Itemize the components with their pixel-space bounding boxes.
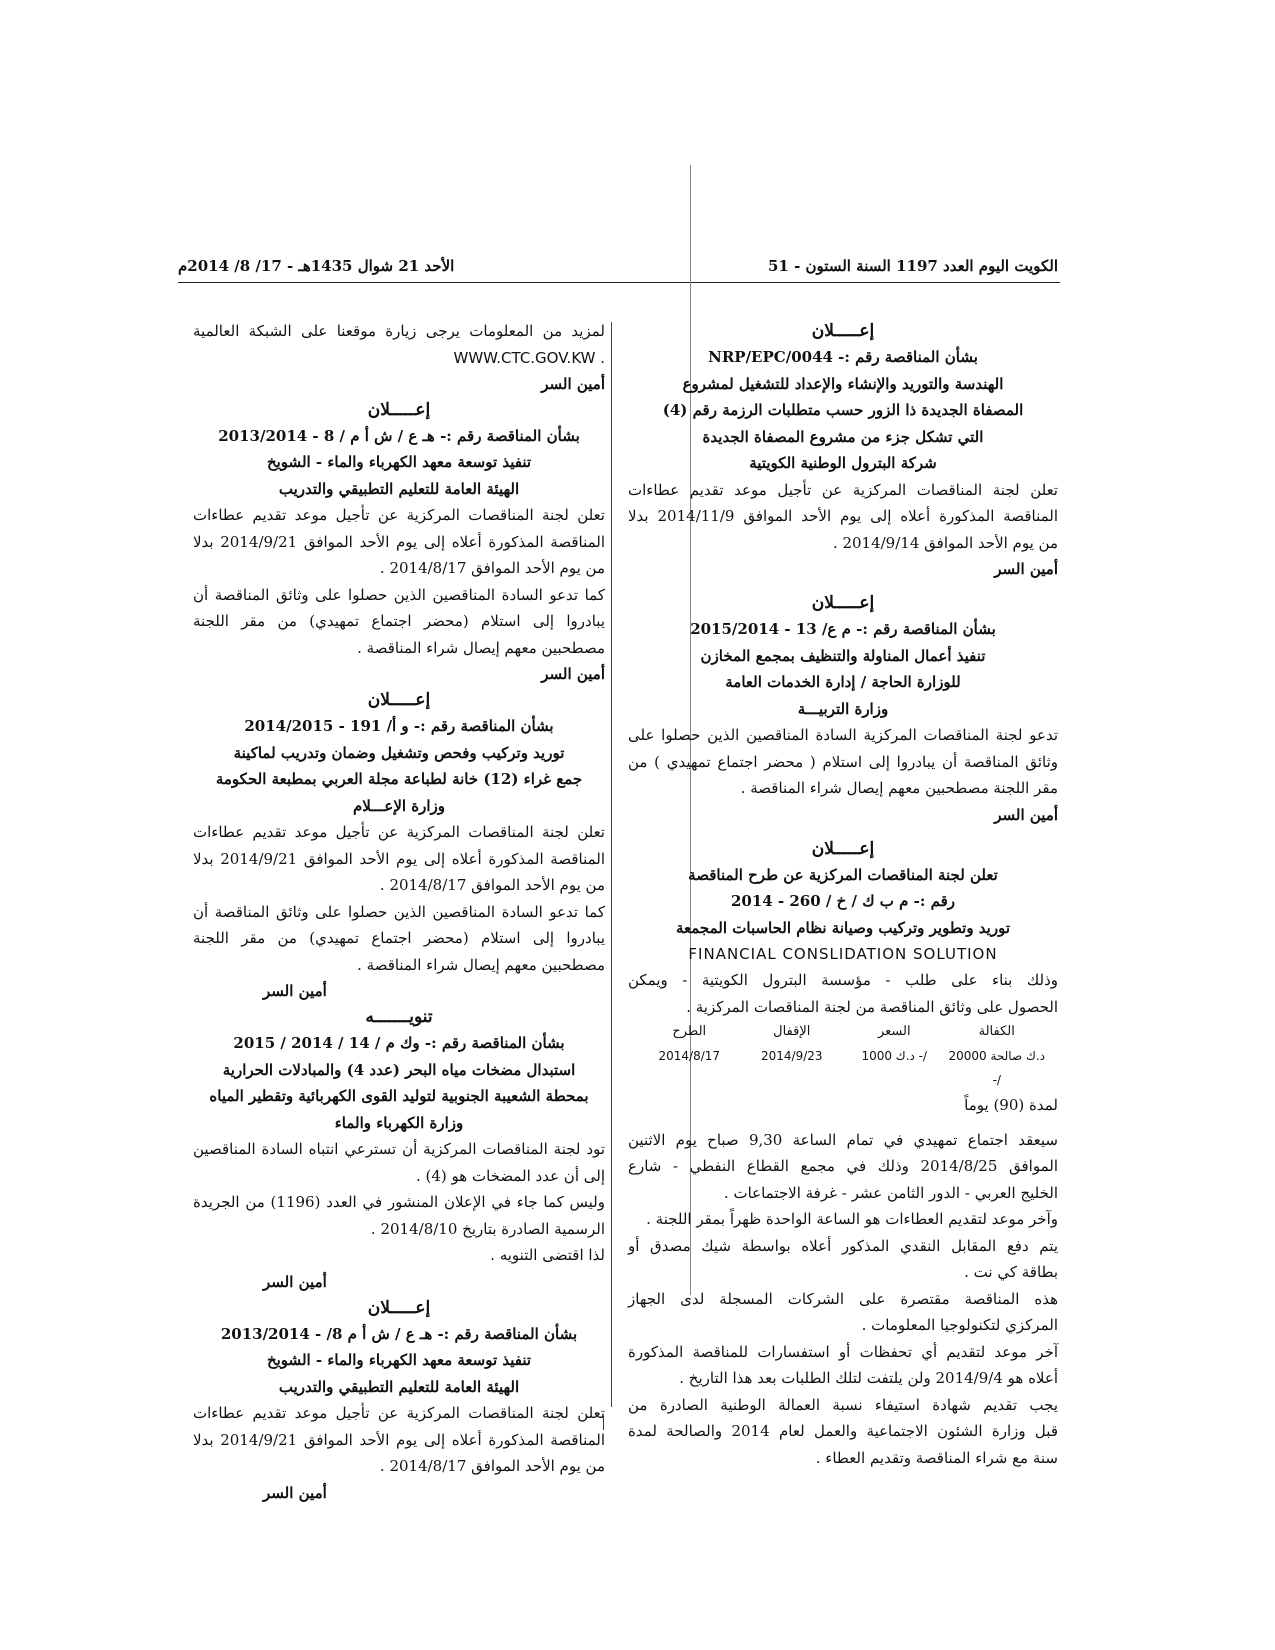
body-text: أعلاه هو 2014/9/4 ولن يلتفت لتلك الطلبات بعد هذا التاريخ . (679, 1369, 1058, 1387)
guarantee-validity: لمدة (90) يوماً (964, 1096, 1058, 1114)
announcement-title: إعـــــلان (367, 399, 431, 420)
tender-description: للوزارة الحاجة / إدارة الخدمات العامة (725, 673, 961, 691)
tender-entity: شركة البترول الوطنية الكويتية (749, 454, 937, 472)
page-header (178, 253, 1058, 281)
tender-entity: وزارة التربيـــة (797, 699, 889, 718)
body-text: وآخر موعد لتقديم العطاءات هو الساعة الواحدة ظهراً بمقر اللجنة . (646, 1210, 1058, 1228)
body-text: هذه المناقصة مقتصرة على الشركات المسجلة لدى الجهاز (628, 1289, 1058, 1308)
tender-description: بمحطة الشعيبة الجنوبية لتوليد القوى الكهربائية وتقطير المياه (209, 1087, 589, 1105)
body-text: لمزيد من المعلومات يرجى زيارة موقعنا على الشبكة العالمية (193, 322, 605, 340)
body-text: آخر موعد لتقديم أي تحفظات أو استفسارات للمناقصة المذكورة (628, 1342, 1058, 1361)
body-text: من يوم الأحد الموافق 2014/8/17 . (379, 876, 605, 894)
table-header-cell: الإقفال (773, 1024, 811, 1039)
body-text: المركزي لتكنولوجيا المعلومات . (861, 1316, 1058, 1334)
body-text: تدعو لجنة المناقصات المركزية السادة المناقصين الذين حصلوا على (628, 726, 1058, 744)
tender-description: توريد وتطوير وتركيب وصيانة نظام الحاسبات المجمعة (675, 918, 1010, 937)
body-text: الرسمية الصادرة بتاريخ 2014/8/10 . (370, 1219, 605, 1238)
signature: أمين السر (994, 805, 1058, 824)
body-text: يجب تقديم شهادة استيفاء نسبة العمالة الوطنية الصادرة من (628, 1395, 1058, 1414)
tender-subject: تعلن لجنة المناقصات المركزية عن طرح المناقصة (688, 865, 998, 884)
table-cell: 1000 د.ك -/ (861, 1049, 928, 1063)
tender-subject: بشأن المناقصة رقم :- هـ ع / ش أ م / 8 - 2013/2014 (218, 426, 580, 445)
body-text: إلى أن عدد المضخات هو (4) . (415, 1166, 605, 1185)
tender-subject: بشأن المناقصة رقم :- 0044/NRP/EPC (708, 348, 978, 366)
table-cell: 20000 د.ك صالحة -/ (948, 1049, 1046, 1087)
tender-entity: وزارة الكهرباء والماء (334, 1113, 464, 1132)
body-text: وثائق المناقصة أن يبادروا إلى استلام ( محضر اجتماع تمهيدي ) من (628, 752, 1058, 771)
announcement-5 (193, 687, 605, 1004)
tender-description: جمع غراء (12) خانة لطباعة مجلة العربي بمطبعة الحكومة (215, 770, 583, 788)
fee-table-header (628, 1020, 1058, 1044)
body-text: وذلك بناء على طلب - مؤسسة البترول الكويتية - ويمكن (628, 971, 1058, 989)
right-column (628, 318, 1058, 1471)
header-date: الأحد 21 شوال 1435هـ - 17/ 8/ 2014م (178, 257, 455, 275)
table-header-cell: الكفالة (978, 1024, 1015, 1039)
notice-6 (193, 1004, 605, 1295)
announcement-1 (628, 318, 1058, 582)
tender-description: تنفيذ توسعة معهد الكهرباء والماء - الشويخ (266, 453, 532, 471)
signature: أمين السر (541, 665, 605, 683)
body-text: المناقصة المذكورة أعلاه إلى يوم الأحد الموافق 2014/11/9 بدلا (628, 507, 1058, 525)
signature: أمين السر (263, 1272, 327, 1291)
tender-subject: بشأن المناقصة رقم :- هـ ع / ش أ م 8/ - 2013/2014 (220, 1324, 578, 1343)
left-column (193, 318, 605, 1506)
tender-description: الهندسة والتوريد والإنشاء والإعداد للتشغيل لمشروع (682, 374, 1004, 393)
body-text: يبادروا إلى استلام (محضر اجتماع تمهيدي) من مقر اللجنة (193, 929, 605, 947)
signature: أمين السر (994, 560, 1058, 578)
signature: أمين السر (263, 1483, 327, 1502)
body-text: يبادروا إلى استلام (محضر اجتماع تمهيدي) من مقر اللجنة (193, 612, 605, 630)
body-text: مقر اللجنة مصطحبين معهم إيصال شراء المناقصة . (740, 779, 1058, 797)
body-text: المناقصة المذكورة أعلاه إلى يوم الأحد الموافق 2014/9/21 بدلا (193, 532, 605, 551)
announcement-4 (193, 397, 605, 688)
table-header-cell: السعر (877, 1024, 911, 1039)
website-note (193, 318, 605, 397)
body-text: من يوم الأحد الموافق 2014/9/14 . (832, 533, 1058, 552)
body-text: تعلن لجنة المناقصات المركزية عن تأجيل موعد تقديم عطاءات (193, 506, 605, 524)
body-text: كما تدعو السادة المناقصين الذين حصلوا على وثائق المناقصة أن (193, 585, 605, 604)
body-text: تعلن لجنة المناقصات المركزية عن تأجيل موعد تقديم عطاءات (193, 1404, 605, 1422)
tender-entity: الهيئة العامة للتعليم التطبيقي والتدريب (278, 1377, 520, 1396)
body-text: يتم دفع المقابل النقدي المذكور أعلاه بواسطة شيك مصدق أو (628, 1236, 1058, 1255)
tender-description: استبدال مضخات مياه البحر (عدد 4) والمبادلات الحرارية (222, 1060, 576, 1079)
body-text: من يوم الأحد الموافق 2014/8/17 . (379, 1457, 605, 1475)
body-text: سيعقد اجتماع تمهيدي في تمام الساعة 9,30 صباح يوم الاثنين (628, 1130, 1058, 1149)
notice-title: تنويـــــــه (365, 1007, 433, 1027)
announcement-title: إعـــــلان (811, 321, 875, 341)
announcement-3 (628, 836, 1058, 1472)
header-rule (178, 282, 1060, 283)
announcement-title: إعـــــلان (811, 838, 875, 859)
body-text: قبل وزارة الشئون الاجتماعية والعمل لعام 2014 والصالحة لمدة (628, 1422, 1058, 1440)
body-text: تعلن لجنة المناقصات المركزية عن تأجيل موعد تقديم عطاءات (193, 823, 605, 841)
tender-description: المصفاة الجديدة ذا الزور حسب متطلبات الرزمة رقم (4) (662, 401, 1024, 419)
tender-description: توريد وتركيب وفحص وتشغيل وضمان وتدريب لماكينة (233, 743, 565, 762)
announcement-title: إعـــــلان (367, 1297, 431, 1318)
body-text: مصطحبين معهم إيصال شراء المناقصة . (357, 638, 605, 657)
tender-description: تنفيذ أعمال المناولة والتنظيف بمجمع المخازن (700, 646, 986, 665)
body-text: بطاقة كي نت . (964, 1263, 1058, 1281)
body-text: من يوم الأحد الموافق 2014/8/17 . (379, 559, 605, 577)
announcement-2 (628, 590, 1058, 828)
body-text: تعلن لجنة المناقصات المركزية عن تأجيل موعد تقديم عطاءات (628, 480, 1058, 499)
body-text: مصطحبين معهم إيصال شراء المناقصة . (357, 955, 605, 974)
tender-number: رقم :- م ب ك / خ / 260 - 2014 (730, 892, 956, 910)
tender-description: تنفيذ توسعة معهد الكهرباء والماء - الشويخ (266, 1351, 532, 1369)
body-text: المناقصة المذكورة أعلاه إلى يوم الأحد الموافق 2014/9/21 بدلا (193, 1430, 605, 1449)
body-text: الخليج العربي - الدور الثامن عشر - غرفة الاجتماعات . (723, 1183, 1058, 1202)
body-text: تود لجنة المناقصات المركزية أن تسترعي انتباه السادة المناقصين (193, 1140, 605, 1158)
header-publication-info: الكويت اليوم العدد 1197 السنة الستون - 51 (767, 257, 1058, 275)
announcement-7 (193, 1295, 605, 1506)
body-text: لذا اقتضى التنويه . (490, 1246, 605, 1264)
tender-entity: الهيئة العامة للتعليم التطبيقي والتدريب (278, 479, 520, 498)
table-header-cell: الطرح (672, 1024, 707, 1039)
body-text: كما تدعو السادة المناقصين الذين حصلوا على وثائق المناقصة أن (193, 902, 605, 921)
signature: أمين السر (263, 982, 327, 1000)
table-cell: 2014/8/17 (658, 1049, 721, 1063)
tender-english-title: FINANCIAL CONSLIDATION SOLUTION (688, 945, 998, 963)
table-cell: 2014/9/23 (760, 1049, 823, 1063)
signature: أمين السر (541, 374, 605, 393)
body-text: الموافق 2014/8/25 وذلك في مجمع القطاع النفطي - شارع (628, 1157, 1058, 1175)
body-text: سنة مع شراء المناقصة وتقديم العطاء . (815, 1448, 1058, 1467)
body-text: وليس كما جاء في الإعلان المنشور في العدد (1196) من الجريدة (193, 1193, 605, 1211)
tender-description: التي تشكل جزء من مشروع المصفاة الجديدة (702, 427, 984, 446)
tender-subject: بشأن المناقصة رقم :- م ع/ 13 - 2015/2014 (690, 620, 996, 638)
tender-subject: بشأن المناقصة رقم :- وك م / 14 / 2014 / 2015 (233, 1034, 565, 1052)
website-url: WWW.CTC.GOV.KW . (453, 348, 605, 367)
announcement-title: إعـــــلان (811, 593, 875, 613)
body-text: المناقصة المذكورة أعلاه إلى يوم الأحد الموافق 2014/9/21 بدلا (193, 849, 605, 868)
announcement-title: إعـــــلان (367, 690, 431, 710)
fee-table-values (628, 1044, 1058, 1092)
column-divider (611, 322, 612, 1407)
tender-entity: وزارة الإعـــلام (352, 796, 446, 815)
body-text: الحصول على وثائق المناقصة من لجنة المناقصات المركزية . (686, 997, 1058, 1016)
tender-subject: بشأن المناقصة رقم :- و أ/ 191 - 2014/2015 (244, 717, 554, 735)
